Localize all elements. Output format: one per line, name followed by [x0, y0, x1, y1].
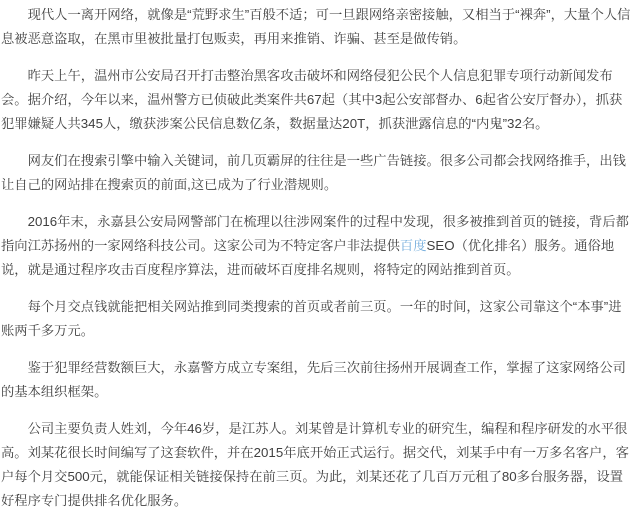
paragraph-text: 现代人一离开网络，就像是“荒野求生”百般不适；可一旦跟网络亲密接触，又相当于“裸奔”，大量个人信息被恶意盗取，在黑市里被批量打包贩卖，再用来推销、诈骗、甚至是做传销。 [1, 7, 631, 46]
paragraph-5 [1, 295, 634, 343]
paragraph-text: 网友们在搜索引擎中输入关键词，前几页霸屏的往往是一些广告链接。很多公司都会找网络推手，出钱让自己的网站排在搜索页的前面,这已成为了行业潜规则。 [1, 153, 626, 192]
paragraph-2 [1, 64, 634, 136]
paragraph-6 [1, 356, 634, 404]
paragraph-1 [1, 3, 634, 51]
paragraph-text: 昨天上午，温州市公安局召开打击整治黑客攻击破坏和网络侵犯公民个人信息犯罪专项行动新闻发布会。据介绍，今年以来，温州警方已侦破此类案件共67起（其中3起公安部督办、6起省公安厅督办），抓获犯罪嫌疑人共345人，缴获涉案公民信息数亿条，数据量达20T，抓获泄露信息的“内鬼”32名。 [1, 68, 623, 131]
paragraph-text: 鉴于犯罪经营数额巨大，永嘉警方成立专案组，先后三次前往扬州开展调查工作，掌握了这家网络公司的基本组织框架。 [1, 360, 626, 399]
paragraph-3 [1, 149, 634, 197]
paragraph-7 [1, 417, 634, 513]
paragraph-text: 每个月交点钱就能把相关网站推到同类搜索的首页或者前三页。一年的时间，这家公司靠这个“本事”进账两千多万元。 [1, 299, 622, 338]
baidu-link[interactable]: 百度 [399, 238, 427, 253]
paragraph-text: SEO（优化排名）服务。通俗地说，就是通过程序攻击百度程序算法，进而破坏百度排名规则，将特定的网站推到首页。 [1, 238, 615, 277]
paragraph-text: 2016年末，永嘉县公安局网警部门在梳理以往涉网案件的过程中发现，很多被推到首页的链接，背后都指向江苏扬州的一家网络科技公司。这家公司为不特定客户非法提供 [1, 214, 629, 253]
paragraph-text: 公司主要负责人姓刘，今年46岁，是江苏人。刘某曾是计算机专业的研究生，编程和程序研发的水平很高。刘某花很长时间编写了这套软件，并在2015年底开始正式运行。据交代，刘某手中有一万多名客户，客户每个月交500元，就能保证相关链接保持在前三页。为此，刘某还花了几百万元租了80多台服务器，设置好程序专门提供排名优化服务。 [1, 421, 629, 508]
paragraph-4 [1, 210, 634, 282]
